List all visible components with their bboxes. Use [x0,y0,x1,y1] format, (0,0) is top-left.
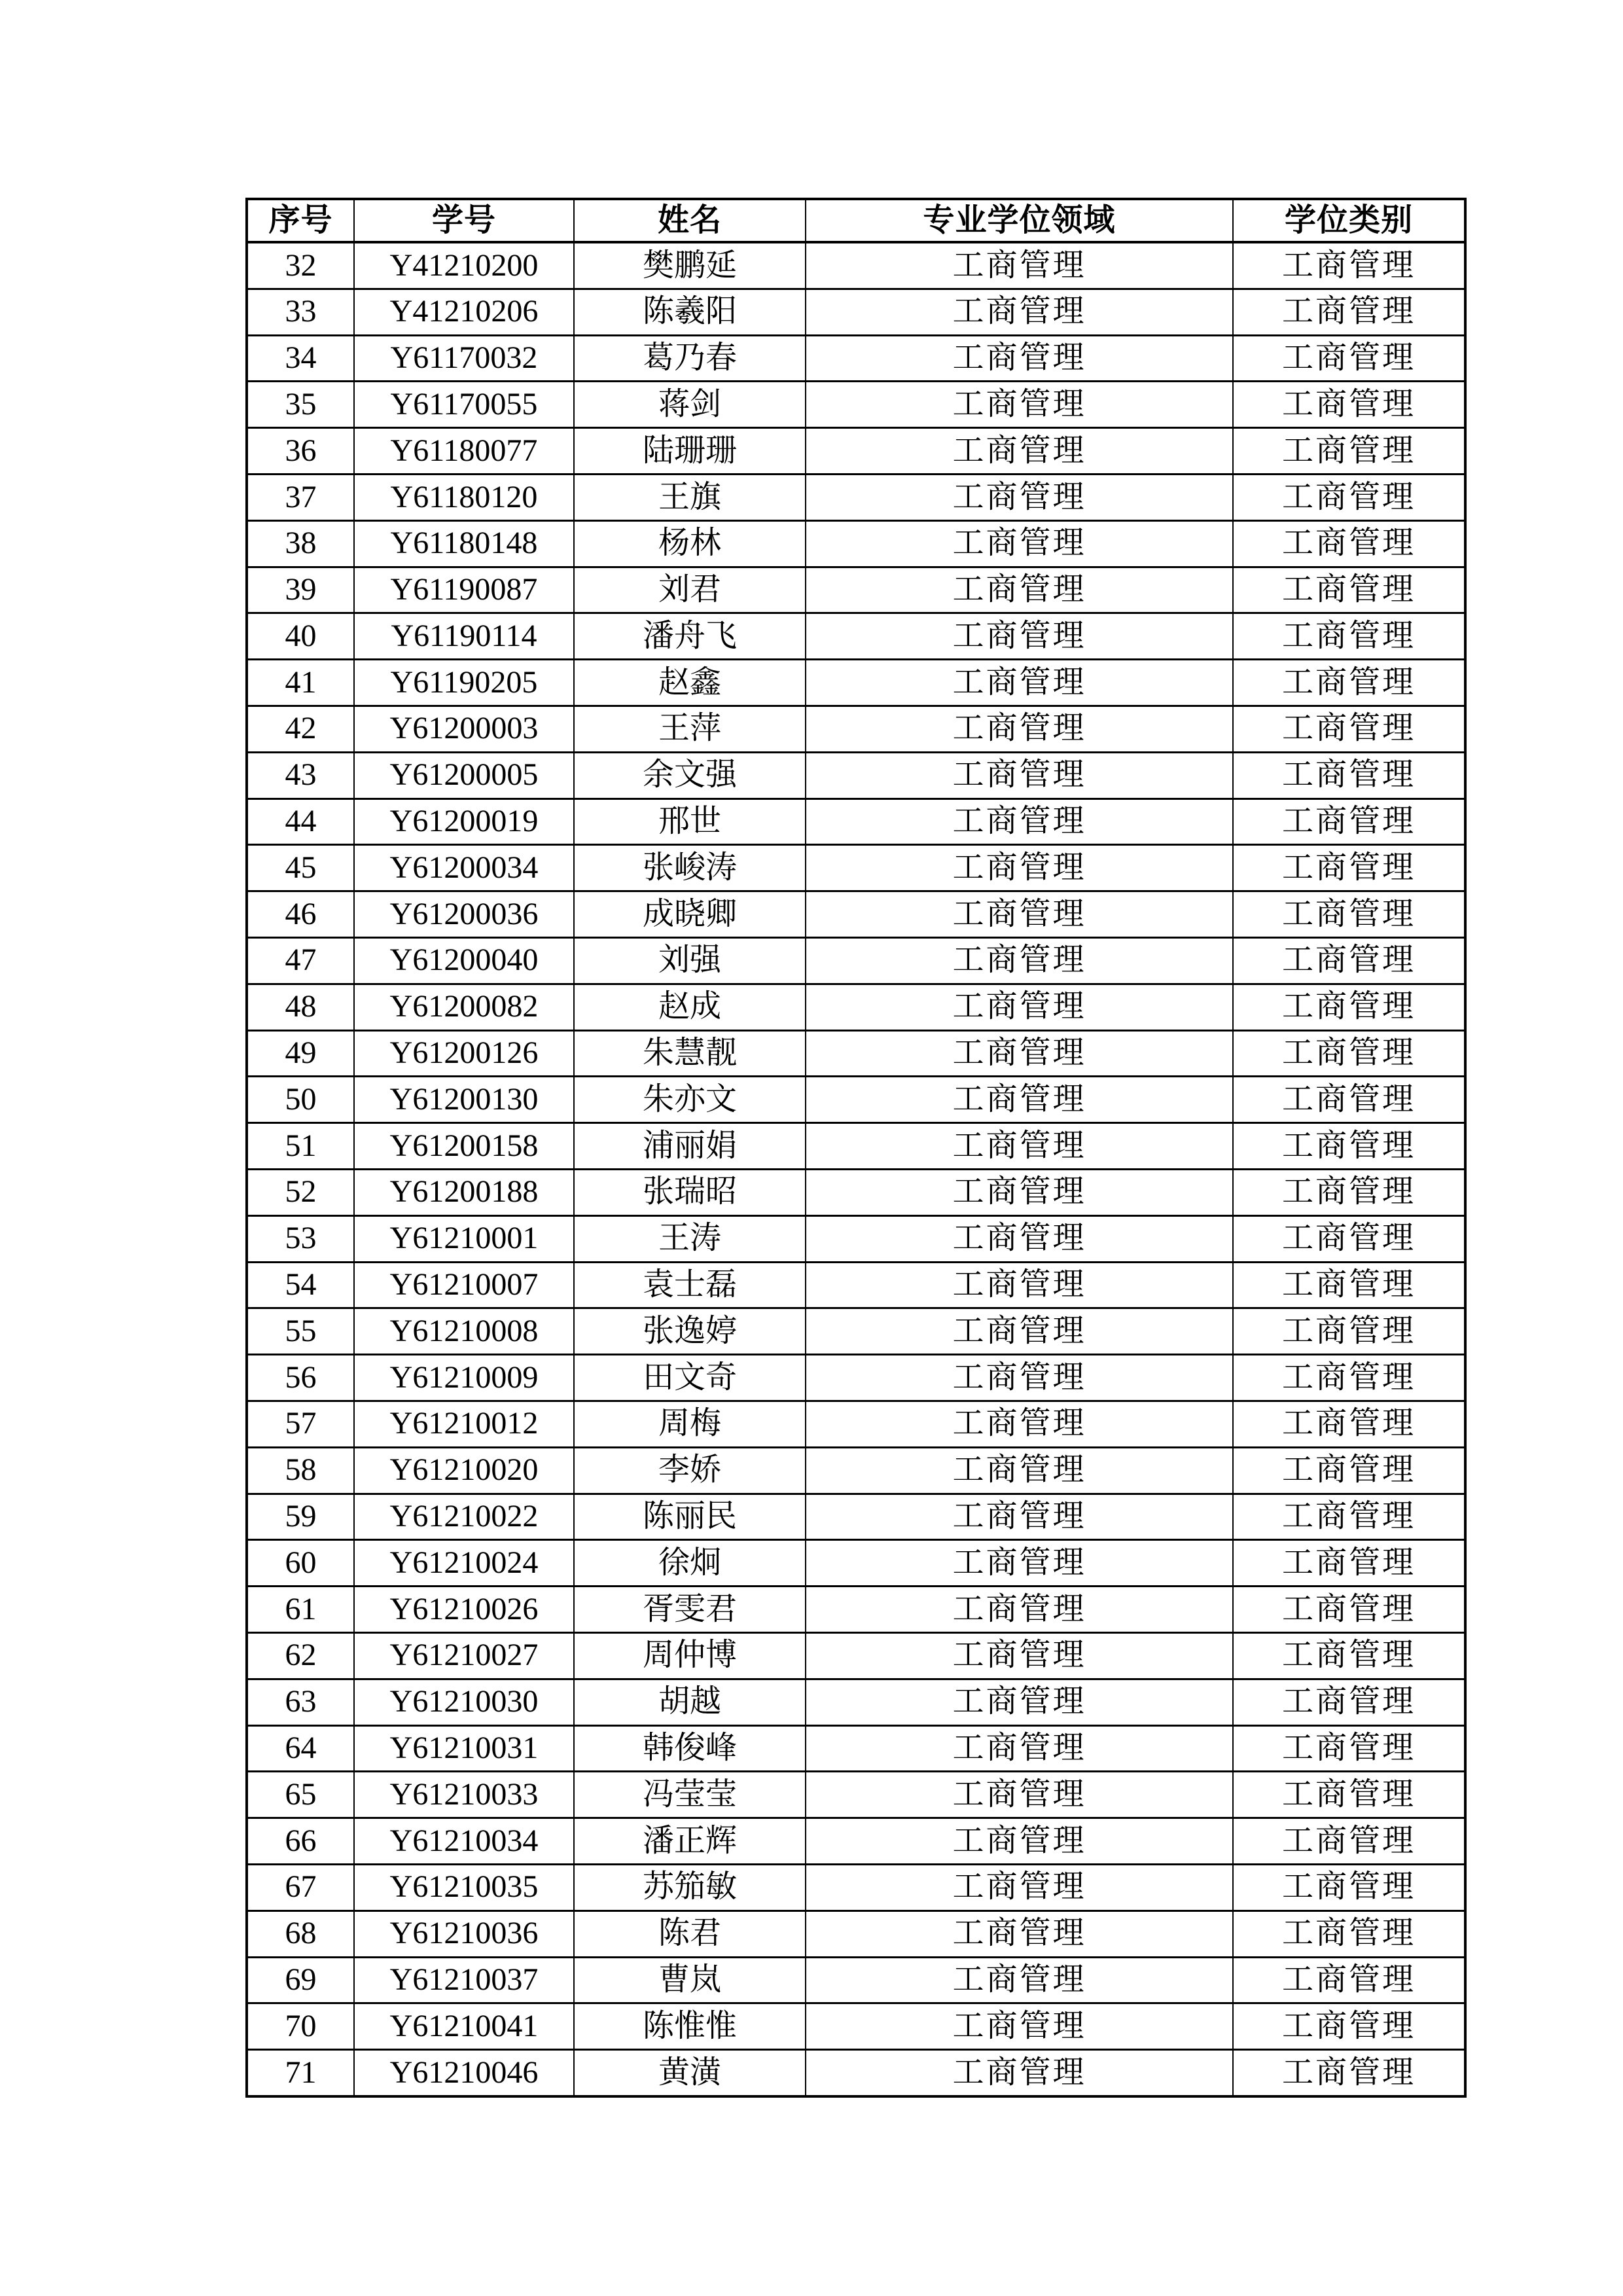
cell-name: 朱慧靓 [574,1030,806,1077]
cell-index: 35 [247,382,354,428]
cell-degree-field: 工商管理 [806,984,1233,1030]
cell-index: 69 [247,1957,354,2003]
cell-student-id: Y61210009 [354,1355,574,1401]
cell-name: 赵鑫 [574,660,806,706]
cell-name: 成晓卿 [574,891,806,938]
cell-degree-field: 工商管理 [806,613,1233,660]
cell-degree-field: 工商管理 [806,1679,1233,1725]
cell-student-id: Y61210024 [354,1540,574,1587]
cell-degree-field: 工商管理 [806,752,1233,798]
table-row [247,2050,1465,2096]
cell-index: 38 [247,520,354,567]
cell-name: 陈丽民 [574,1494,806,1540]
cell-degree-field: 工商管理 [806,382,1233,428]
cell-name: 潘正辉 [574,1818,806,1865]
cell-index: 63 [247,1679,354,1725]
cell-degree-category: 工商管理 [1233,1030,1465,1077]
cell-student-id: Y61200040 [354,937,574,984]
cell-student-id: Y61200130 [354,1077,574,1123]
cell-name: 张瑞昭 [574,1169,806,1215]
table-row [247,1355,1465,1401]
header-cell-index: 序号 [247,199,354,242]
cell-name: 杨林 [574,520,806,567]
cell-name: 赵成 [574,984,806,1030]
table-row [247,242,1465,289]
cell-index: 40 [247,613,354,660]
cell-degree-field: 工商管理 [806,1215,1233,1262]
cell-name: 王萍 [574,706,806,752]
cell-student-id: Y61180148 [354,520,574,567]
cell-student-id: Y61210030 [354,1679,574,1725]
table-row [247,937,1465,984]
table-row [247,1494,1465,1540]
cell-index: 60 [247,1540,354,1587]
cell-name: 葛乃春 [574,335,806,382]
table-row [247,1077,1465,1123]
cell-student-id: Y41210206 [354,289,574,335]
cell-degree-field: 工商管理 [806,475,1233,521]
cell-name: 袁士磊 [574,1262,806,1308]
cell-degree-field: 工商管理 [806,1030,1233,1077]
cell-degree-category: 工商管理 [1233,1910,1465,1957]
cell-degree-field: 工商管理 [806,1540,1233,1587]
student-roster-table [245,198,1467,2098]
cell-student-id: Y61210001 [354,1215,574,1262]
cell-degree-field: 工商管理 [806,1447,1233,1494]
cell-degree-field: 工商管理 [806,1864,1233,1910]
cell-name: 周梅 [574,1401,806,1447]
table-row [247,1587,1465,1633]
cell-index: 58 [247,1447,354,1494]
table-row [247,289,1465,335]
cell-student-id: Y61200126 [354,1030,574,1077]
cell-degree-field: 工商管理 [806,1262,1233,1308]
table-row [247,428,1465,475]
cell-degree-category: 工商管理 [1233,1679,1465,1725]
cell-index: 43 [247,752,354,798]
cell-degree-field: 工商管理 [806,891,1233,938]
cell-index: 57 [247,1401,354,1447]
table-row [247,335,1465,382]
cell-degree-field: 工商管理 [806,567,1233,613]
cell-degree-field: 工商管理 [806,289,1233,335]
cell-index: 62 [247,1632,354,1679]
cell-degree-field: 工商管理 [806,335,1233,382]
table-row [247,1123,1465,1170]
cell-degree-category: 工商管理 [1233,1957,1465,2003]
table-row [247,1910,1465,1957]
table-row [247,891,1465,938]
table-row [247,382,1465,428]
cell-degree-field: 工商管理 [806,1632,1233,1679]
table-row [247,1030,1465,1077]
cell-degree-category: 工商管理 [1233,1725,1465,1772]
cell-index: 56 [247,1355,354,1401]
cell-student-id: Y61170032 [354,335,574,382]
cell-degree-category: 工商管理 [1233,1494,1465,1540]
cell-index: 34 [247,335,354,382]
table-row [247,1818,1465,1865]
cell-student-id: Y61210007 [354,1262,574,1308]
table-row [247,1632,1465,1679]
cell-degree-category: 工商管理 [1233,706,1465,752]
cell-degree-category: 工商管理 [1233,1540,1465,1587]
cell-degree-category: 工商管理 [1233,335,1465,382]
cell-student-id: Y41210200 [354,242,574,289]
cell-name: 刘君 [574,567,806,613]
cell-student-id: Y61200005 [354,752,574,798]
cell-degree-field: 工商管理 [806,428,1233,475]
cell-degree-category: 工商管理 [1233,1772,1465,1818]
cell-student-id: Y61210034 [354,1818,574,1865]
cell-degree-field: 工商管理 [806,1910,1233,1957]
cell-student-id: Y61210035 [354,1864,574,1910]
table-row [247,1262,1465,1308]
cell-index: 65 [247,1772,354,1818]
cell-index: 53 [247,1215,354,1262]
cell-degree-field: 工商管理 [806,1077,1233,1123]
cell-student-id: Y61210033 [354,1772,574,1818]
cell-name: 韩俊峰 [574,1725,806,1772]
table-row [247,1401,1465,1447]
cell-student-id: Y61170055 [354,382,574,428]
cell-student-id: Y61210046 [354,2050,574,2096]
cell-student-id: Y61180077 [354,428,574,475]
table-row [247,475,1465,521]
cell-name: 陈君 [574,1910,806,1957]
table-row [247,1540,1465,1587]
table-row [247,798,1465,845]
cell-degree-field: 工商管理 [806,1401,1233,1447]
cell-degree-category: 工商管理 [1233,1215,1465,1262]
cell-degree-category: 工商管理 [1233,660,1465,706]
cell-student-id: Y61210022 [354,1494,574,1540]
cell-student-id: Y61210041 [354,2003,574,2050]
cell-index: 46 [247,891,354,938]
cell-index: 59 [247,1494,354,1540]
cell-degree-category: 工商管理 [1233,891,1465,938]
cell-index: 37 [247,475,354,521]
cell-student-id: Y61210036 [354,1910,574,1957]
cell-name: 胡越 [574,1679,806,1725]
cell-degree-category: 工商管理 [1233,520,1465,567]
cell-student-id: Y61200034 [354,845,574,891]
table-row [247,1308,1465,1355]
cell-degree-category: 工商管理 [1233,289,1465,335]
cell-degree-field: 工商管理 [806,242,1233,289]
cell-name: 余文强 [574,752,806,798]
table-row [247,1215,1465,1262]
table-row [247,845,1465,891]
cell-student-id: Y61210027 [354,1632,574,1679]
cell-index: 54 [247,1262,354,1308]
cell-student-id: Y61200082 [354,984,574,1030]
cell-degree-field: 工商管理 [806,1355,1233,1401]
cell-index: 32 [247,242,354,289]
table-row [247,1447,1465,1494]
table-row [247,613,1465,660]
cell-degree-category: 工商管理 [1233,1123,1465,1170]
cell-student-id: Y61200003 [354,706,574,752]
table-row [247,660,1465,706]
table-row [247,1864,1465,1910]
cell-degree-field: 工商管理 [806,798,1233,845]
cell-name: 黄潢 [574,2050,806,2096]
table-row [247,1725,1465,1772]
cell-degree-field: 工商管理 [806,706,1233,752]
table-row [247,1679,1465,1725]
table-row [247,1169,1465,1215]
table-row [247,567,1465,613]
cell-index: 33 [247,289,354,335]
table-row [247,1772,1465,1818]
cell-degree-field: 工商管理 [806,937,1233,984]
cell-name: 潘舟飞 [574,613,806,660]
cell-degree-field: 工商管理 [806,1957,1233,2003]
cell-degree-category: 工商管理 [1233,798,1465,845]
cell-degree-field: 工商管理 [806,1772,1233,1818]
cell-degree-field: 工商管理 [806,2003,1233,2050]
header-row [247,199,1465,242]
table-body [247,242,1465,2096]
cell-degree-category: 工商管理 [1233,752,1465,798]
cell-name: 王旗 [574,475,806,521]
cell-degree-category: 工商管理 [1233,1864,1465,1910]
header-cell-degree-field: 专业学位领域 [806,199,1233,242]
cell-index: 68 [247,1910,354,1957]
cell-name: 陈羲阳 [574,289,806,335]
cell-degree-category: 工商管理 [1233,2050,1465,2096]
cell-degree-category: 工商管理 [1233,937,1465,984]
cell-student-id: Y61200019 [354,798,574,845]
cell-degree-category: 工商管理 [1233,984,1465,1030]
cell-degree-field: 工商管理 [806,1818,1233,1865]
cell-name: 田文奇 [574,1355,806,1401]
cell-student-id: Y61200188 [354,1169,574,1215]
cell-degree-category: 工商管理 [1233,845,1465,891]
cell-name: 浦丽娟 [574,1123,806,1170]
cell-degree-category: 工商管理 [1233,242,1465,289]
cell-student-id: Y61200158 [354,1123,574,1170]
cell-degree-category: 工商管理 [1233,1401,1465,1447]
cell-name: 樊鹏延 [574,242,806,289]
cell-index: 66 [247,1818,354,1865]
cell-index: 44 [247,798,354,845]
cell-student-id: Y61180120 [354,475,574,521]
cell-name: 胥雯君 [574,1587,806,1633]
cell-name: 徐炯 [574,1540,806,1587]
cell-degree-category: 工商管理 [1233,382,1465,428]
cell-index: 42 [247,706,354,752]
cell-name: 刘强 [574,937,806,984]
cell-degree-category: 工商管理 [1233,567,1465,613]
cell-degree-category: 工商管理 [1233,613,1465,660]
cell-name: 冯莹莹 [574,1772,806,1818]
cell-degree-category: 工商管理 [1233,1169,1465,1215]
cell-name: 周仲博 [574,1632,806,1679]
cell-name: 苏笳敏 [574,1864,806,1910]
cell-student-id: Y61200036 [354,891,574,938]
table-header [247,199,1465,242]
cell-student-id: Y61210037 [354,1957,574,2003]
cell-student-id: Y61190114 [354,613,574,660]
cell-index: 70 [247,2003,354,2050]
table-row [247,706,1465,752]
cell-student-id: Y61210008 [354,1308,574,1355]
cell-degree-field: 工商管理 [806,2050,1233,2096]
cell-student-id: Y61210031 [354,1725,574,1772]
cell-name: 李娇 [574,1447,806,1494]
cell-index: 64 [247,1725,354,1772]
cell-degree-field: 工商管理 [806,1123,1233,1170]
cell-index: 51 [247,1123,354,1170]
cell-index: 52 [247,1169,354,1215]
cell-student-id: Y61190205 [354,660,574,706]
table-row [247,752,1465,798]
cell-index: 48 [247,984,354,1030]
header-cell-student-id: 学号 [354,199,574,242]
table-row [247,520,1465,567]
cell-degree-category: 工商管理 [1233,1587,1465,1633]
cell-index: 45 [247,845,354,891]
cell-degree-field: 工商管理 [806,1725,1233,1772]
cell-index: 47 [247,937,354,984]
cell-index: 49 [247,1030,354,1077]
cell-degree-field: 工商管理 [806,1494,1233,1540]
cell-degree-field: 工商管理 [806,1169,1233,1215]
cell-name: 曹岚 [574,1957,806,2003]
cell-index: 50 [247,1077,354,1123]
cell-degree-field: 工商管理 [806,1308,1233,1355]
cell-student-id: Y61210012 [354,1401,574,1447]
cell-degree-category: 工商管理 [1233,1632,1465,1679]
cell-index: 61 [247,1587,354,1633]
cell-degree-category: 工商管理 [1233,428,1465,475]
table-row [247,1957,1465,2003]
cell-name: 朱亦文 [574,1077,806,1123]
cell-student-id: Y61210020 [354,1447,574,1494]
cell-name: 张逸婷 [574,1308,806,1355]
cell-degree-category: 工商管理 [1233,1355,1465,1401]
cell-degree-category: 工商管理 [1233,1447,1465,1494]
cell-index: 55 [247,1308,354,1355]
cell-student-id: Y61210026 [354,1587,574,1633]
cell-name: 张峻涛 [574,845,806,891]
cell-degree-category: 工商管理 [1233,1262,1465,1308]
table-row [247,984,1465,1030]
cell-name: 陆珊珊 [574,428,806,475]
header-cell-degree-category: 学位类别 [1233,199,1465,242]
cell-degree-category: 工商管理 [1233,2003,1465,2050]
cell-degree-category: 工商管理 [1233,1818,1465,1865]
table-row [247,2003,1465,2050]
cell-degree-field: 工商管理 [806,1587,1233,1633]
cell-index: 41 [247,660,354,706]
cell-degree-field: 工商管理 [806,845,1233,891]
cell-name: 蒋剑 [574,382,806,428]
cell-index: 67 [247,1864,354,1910]
cell-name: 王涛 [574,1215,806,1262]
cell-name: 邢世 [574,798,806,845]
cell-degree-category: 工商管理 [1233,1308,1465,1355]
cell-degree-category: 工商管理 [1233,475,1465,521]
cell-index: 71 [247,2050,354,2096]
cell-degree-category: 工商管理 [1233,1077,1465,1123]
header-cell-name: 姓名 [574,199,806,242]
cell-name: 陈惟惟 [574,2003,806,2050]
cell-degree-field: 工商管理 [806,660,1233,706]
cell-degree-field: 工商管理 [806,520,1233,567]
cell-index: 36 [247,428,354,475]
cell-student-id: Y61190087 [354,567,574,613]
cell-index: 39 [247,567,354,613]
